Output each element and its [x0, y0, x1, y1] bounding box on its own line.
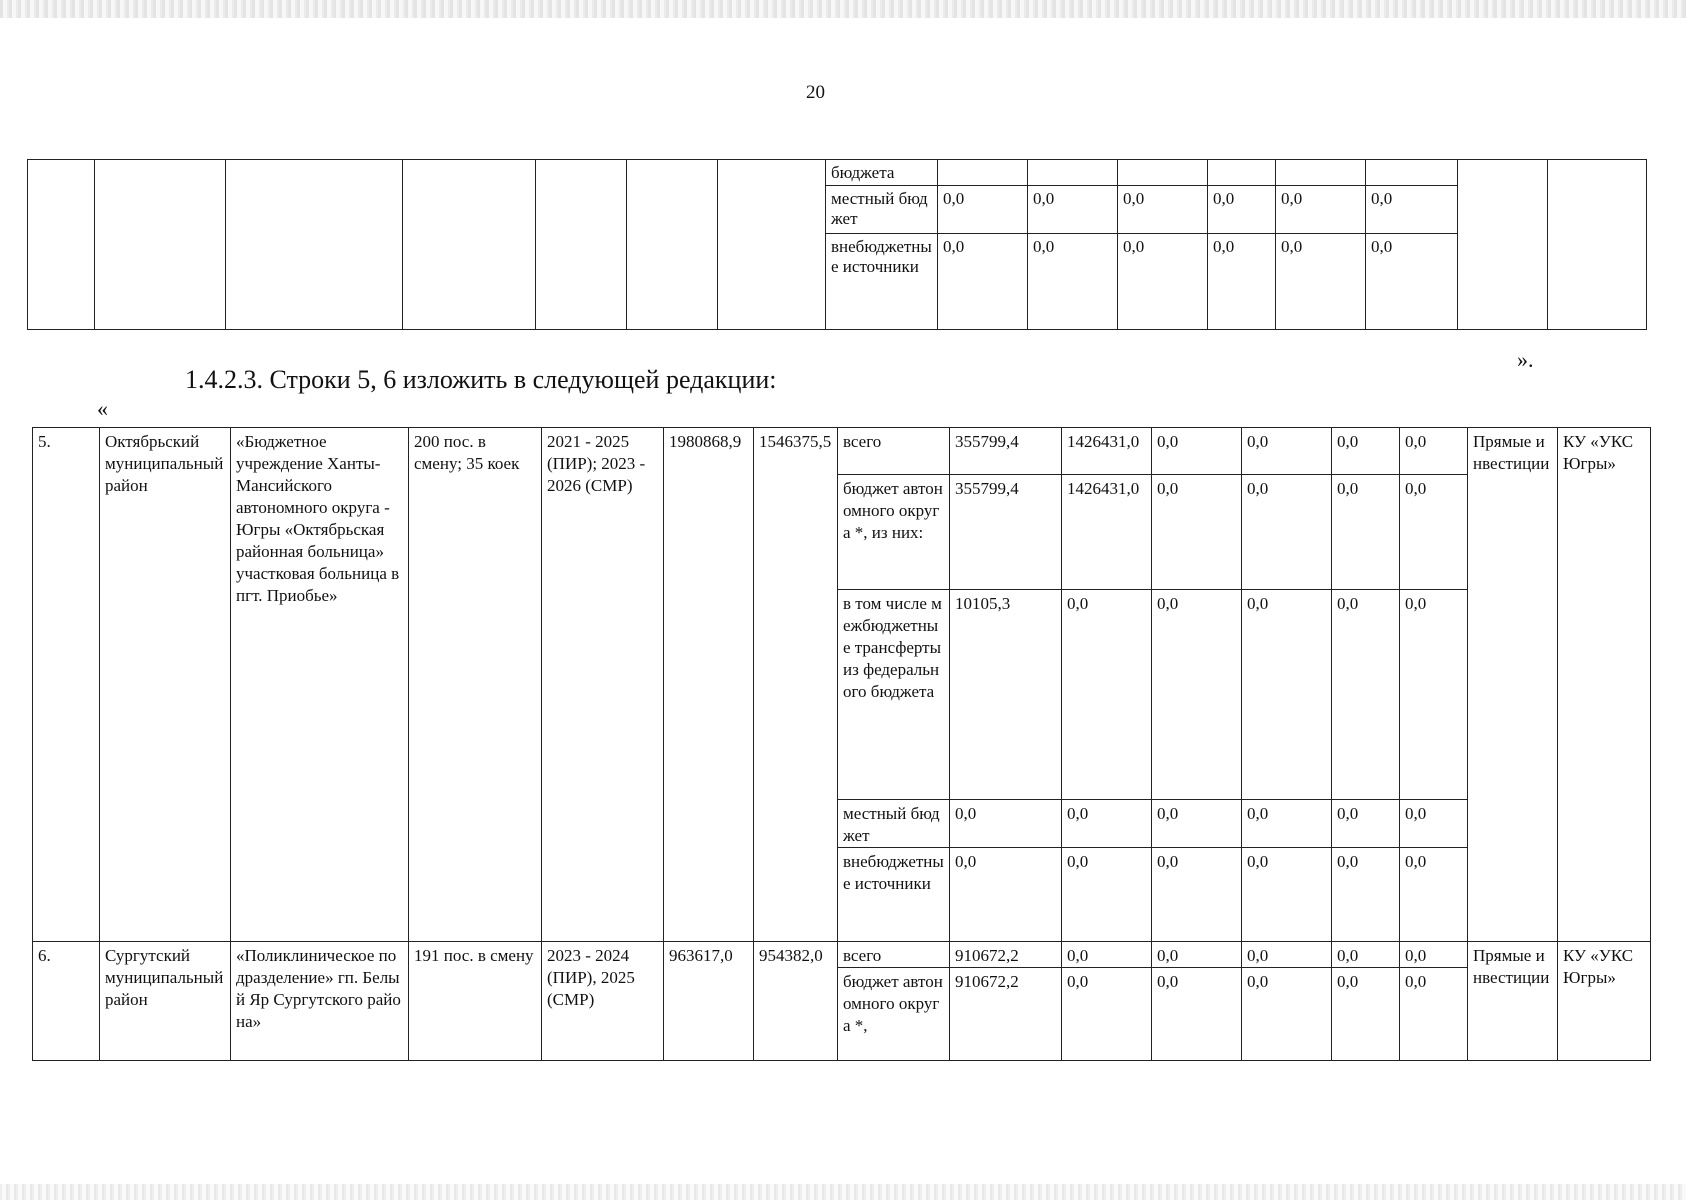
- source-cell: в том числе межбюджетные трансферты из федерального бюджета: [838, 590, 950, 800]
- object-cell: «Поликлиническое подразделение» гп. Белый Яр Сургутского района»: [231, 942, 409, 1061]
- row-number: 5.: [33, 428, 100, 942]
- table-row: [33, 942, 1651, 968]
- value-cell: 0,0: [1332, 475, 1400, 590]
- value-cell: 0,0: [1400, 848, 1468, 942]
- section-heading: 1.4.2.3. Строки 5, 6 изложить в следующей редакции:: [185, 365, 777, 394]
- value-cell: 0,0: [1028, 186, 1118, 234]
- value-cell: 0,0: [1062, 590, 1152, 800]
- value-cell: 0,0: [938, 186, 1028, 234]
- value-cell: 0,0: [1152, 848, 1242, 942]
- district-cell: Октябрьский муниципальный район: [100, 428, 231, 942]
- opening-quote: «: [97, 396, 108, 421]
- object-cell: «Бюджетное учреждение Ханты-Мансийского автономного округа - Югры «Октябрьская районная больница» участковая больница в пгт. Приобье»: [231, 428, 409, 942]
- source-cell: всего: [838, 428, 950, 475]
- scan-edge-bottom: [0, 1184, 1686, 1200]
- value-cell: 0,0: [1242, 968, 1332, 1061]
- value-cell: 0,0: [1332, 800, 1400, 848]
- cost-remaining-cell: 954382,0: [754, 942, 838, 1061]
- period-cell: 2021 - 2025 (ПИР); 2023 - 2026 (СМР): [542, 428, 664, 942]
- value-cell: 0,0: [1118, 186, 1208, 234]
- table-row: [28, 160, 1647, 186]
- value-cell: [1118, 160, 1208, 186]
- value-cell: 910672,2: [950, 942, 1062, 968]
- value-cell: 355799,4: [950, 428, 1062, 475]
- value-cell: 0,0: [1332, 590, 1400, 800]
- value-cell: 0,0: [1366, 186, 1458, 234]
- cost-total-cell: 1980868,9: [664, 428, 754, 942]
- value-cell: 0,0: [1152, 800, 1242, 848]
- value-cell: 0,0: [1242, 475, 1332, 590]
- investment-table: [32, 427, 1651, 1061]
- value-cell: 0,0: [1400, 942, 1468, 968]
- value-cell: 1426431,0: [1062, 428, 1152, 475]
- source-cell: внебюджетные источники: [838, 848, 950, 942]
- capacity-cell: 200 пос. в смену; 35 коек: [409, 428, 542, 942]
- empty-cell: [718, 160, 826, 330]
- value-cell: 0,0: [1242, 800, 1332, 848]
- value-cell: 0,0: [1366, 234, 1458, 330]
- period-cell: 2023 - 2024 (ПИР), 2025 (СМР): [542, 942, 664, 1061]
- value-cell: 0,0: [1400, 590, 1468, 800]
- value-cell: 0,0: [1242, 590, 1332, 800]
- empty-cell: [95, 160, 226, 330]
- empty-cell: [627, 160, 718, 330]
- source-cell: местный бюджет: [838, 800, 950, 848]
- value-cell: 0,0: [1332, 942, 1400, 968]
- value-cell: 0,0: [1118, 234, 1208, 330]
- source-cell: внебюджетные источники: [826, 234, 938, 330]
- value-cell: 0,0: [1208, 234, 1276, 330]
- value-cell: 0,0: [1152, 428, 1242, 475]
- customer-cell: КУ «УКС Югры»: [1558, 942, 1651, 1061]
- value-cell: 0,0: [950, 800, 1062, 848]
- value-cell: 0,0: [1242, 848, 1332, 942]
- empty-cell: [536, 160, 627, 330]
- continuation-table: [27, 159, 1647, 330]
- source-cell: всего: [838, 942, 950, 968]
- empty-cell: [28, 160, 95, 330]
- cost-remaining-cell: 1546375,5: [754, 428, 838, 942]
- value-cell: 0,0: [1400, 800, 1468, 848]
- table-row: [33, 428, 1651, 475]
- cost-total-cell: 963617,0: [664, 942, 754, 1061]
- closing-quote: ».: [1517, 347, 1534, 372]
- source-cell: бюджета: [826, 160, 938, 186]
- source-cell: бюджет автономного округа *, из них:: [838, 475, 950, 590]
- capacity-cell: 191 пос. в смену: [409, 942, 542, 1061]
- customer-cell: КУ «УКС Югры»: [1558, 428, 1651, 942]
- value-cell: 10105,3: [950, 590, 1062, 800]
- row-number: 6.: [33, 942, 100, 1061]
- value-cell: [938, 160, 1028, 186]
- source-cell: местный бюджет: [826, 186, 938, 234]
- value-cell: 0,0: [1242, 942, 1332, 968]
- value-cell: 0,0: [1062, 968, 1152, 1061]
- empty-cell: [1548, 160, 1647, 330]
- value-cell: 1426431,0: [1062, 475, 1152, 590]
- mechanism-cell: Прямые инвестиции: [1468, 942, 1558, 1061]
- value-cell: [1276, 160, 1366, 186]
- value-cell: [1366, 160, 1458, 186]
- value-cell: 0,0: [1152, 475, 1242, 590]
- value-cell: 0,0: [1062, 848, 1152, 942]
- value-cell: [1028, 160, 1118, 186]
- value-cell: 0,0: [1332, 968, 1400, 1061]
- value-cell: 0,0: [950, 848, 1062, 942]
- value-cell: [1208, 160, 1276, 186]
- value-cell: 0,0: [938, 234, 1028, 330]
- value-cell: 910672,2: [950, 968, 1062, 1061]
- page-number: 20: [806, 82, 825, 103]
- value-cell: 0,0: [1152, 942, 1242, 968]
- value-cell: 355799,4: [950, 475, 1062, 590]
- value-cell: 0,0: [1400, 475, 1468, 590]
- value-cell: 0,0: [1242, 428, 1332, 475]
- value-cell: 0,0: [1276, 234, 1366, 330]
- value-cell: 0,0: [1208, 186, 1276, 234]
- value-cell: 0,0: [1152, 590, 1242, 800]
- value-cell: 0,0: [1062, 942, 1152, 968]
- value-cell: 0,0: [1028, 234, 1118, 330]
- value-cell: 0,0: [1400, 428, 1468, 475]
- scan-edge-top: [0, 0, 1686, 18]
- value-cell: 0,0: [1332, 848, 1400, 942]
- empty-cell: [1458, 160, 1548, 330]
- value-cell: 0,0: [1152, 968, 1242, 1061]
- mechanism-cell: Прямые инвестиции: [1468, 428, 1558, 942]
- value-cell: 0,0: [1400, 968, 1468, 1061]
- empty-cell: [403, 160, 536, 330]
- source-cell: бюджет автономного округа *,: [838, 968, 950, 1061]
- district-cell: Сургутский муниципальный район: [100, 942, 231, 1061]
- empty-cell: [226, 160, 403, 330]
- value-cell: 0,0: [1276, 186, 1366, 234]
- value-cell: 0,0: [1062, 800, 1152, 848]
- value-cell: 0,0: [1332, 428, 1400, 475]
